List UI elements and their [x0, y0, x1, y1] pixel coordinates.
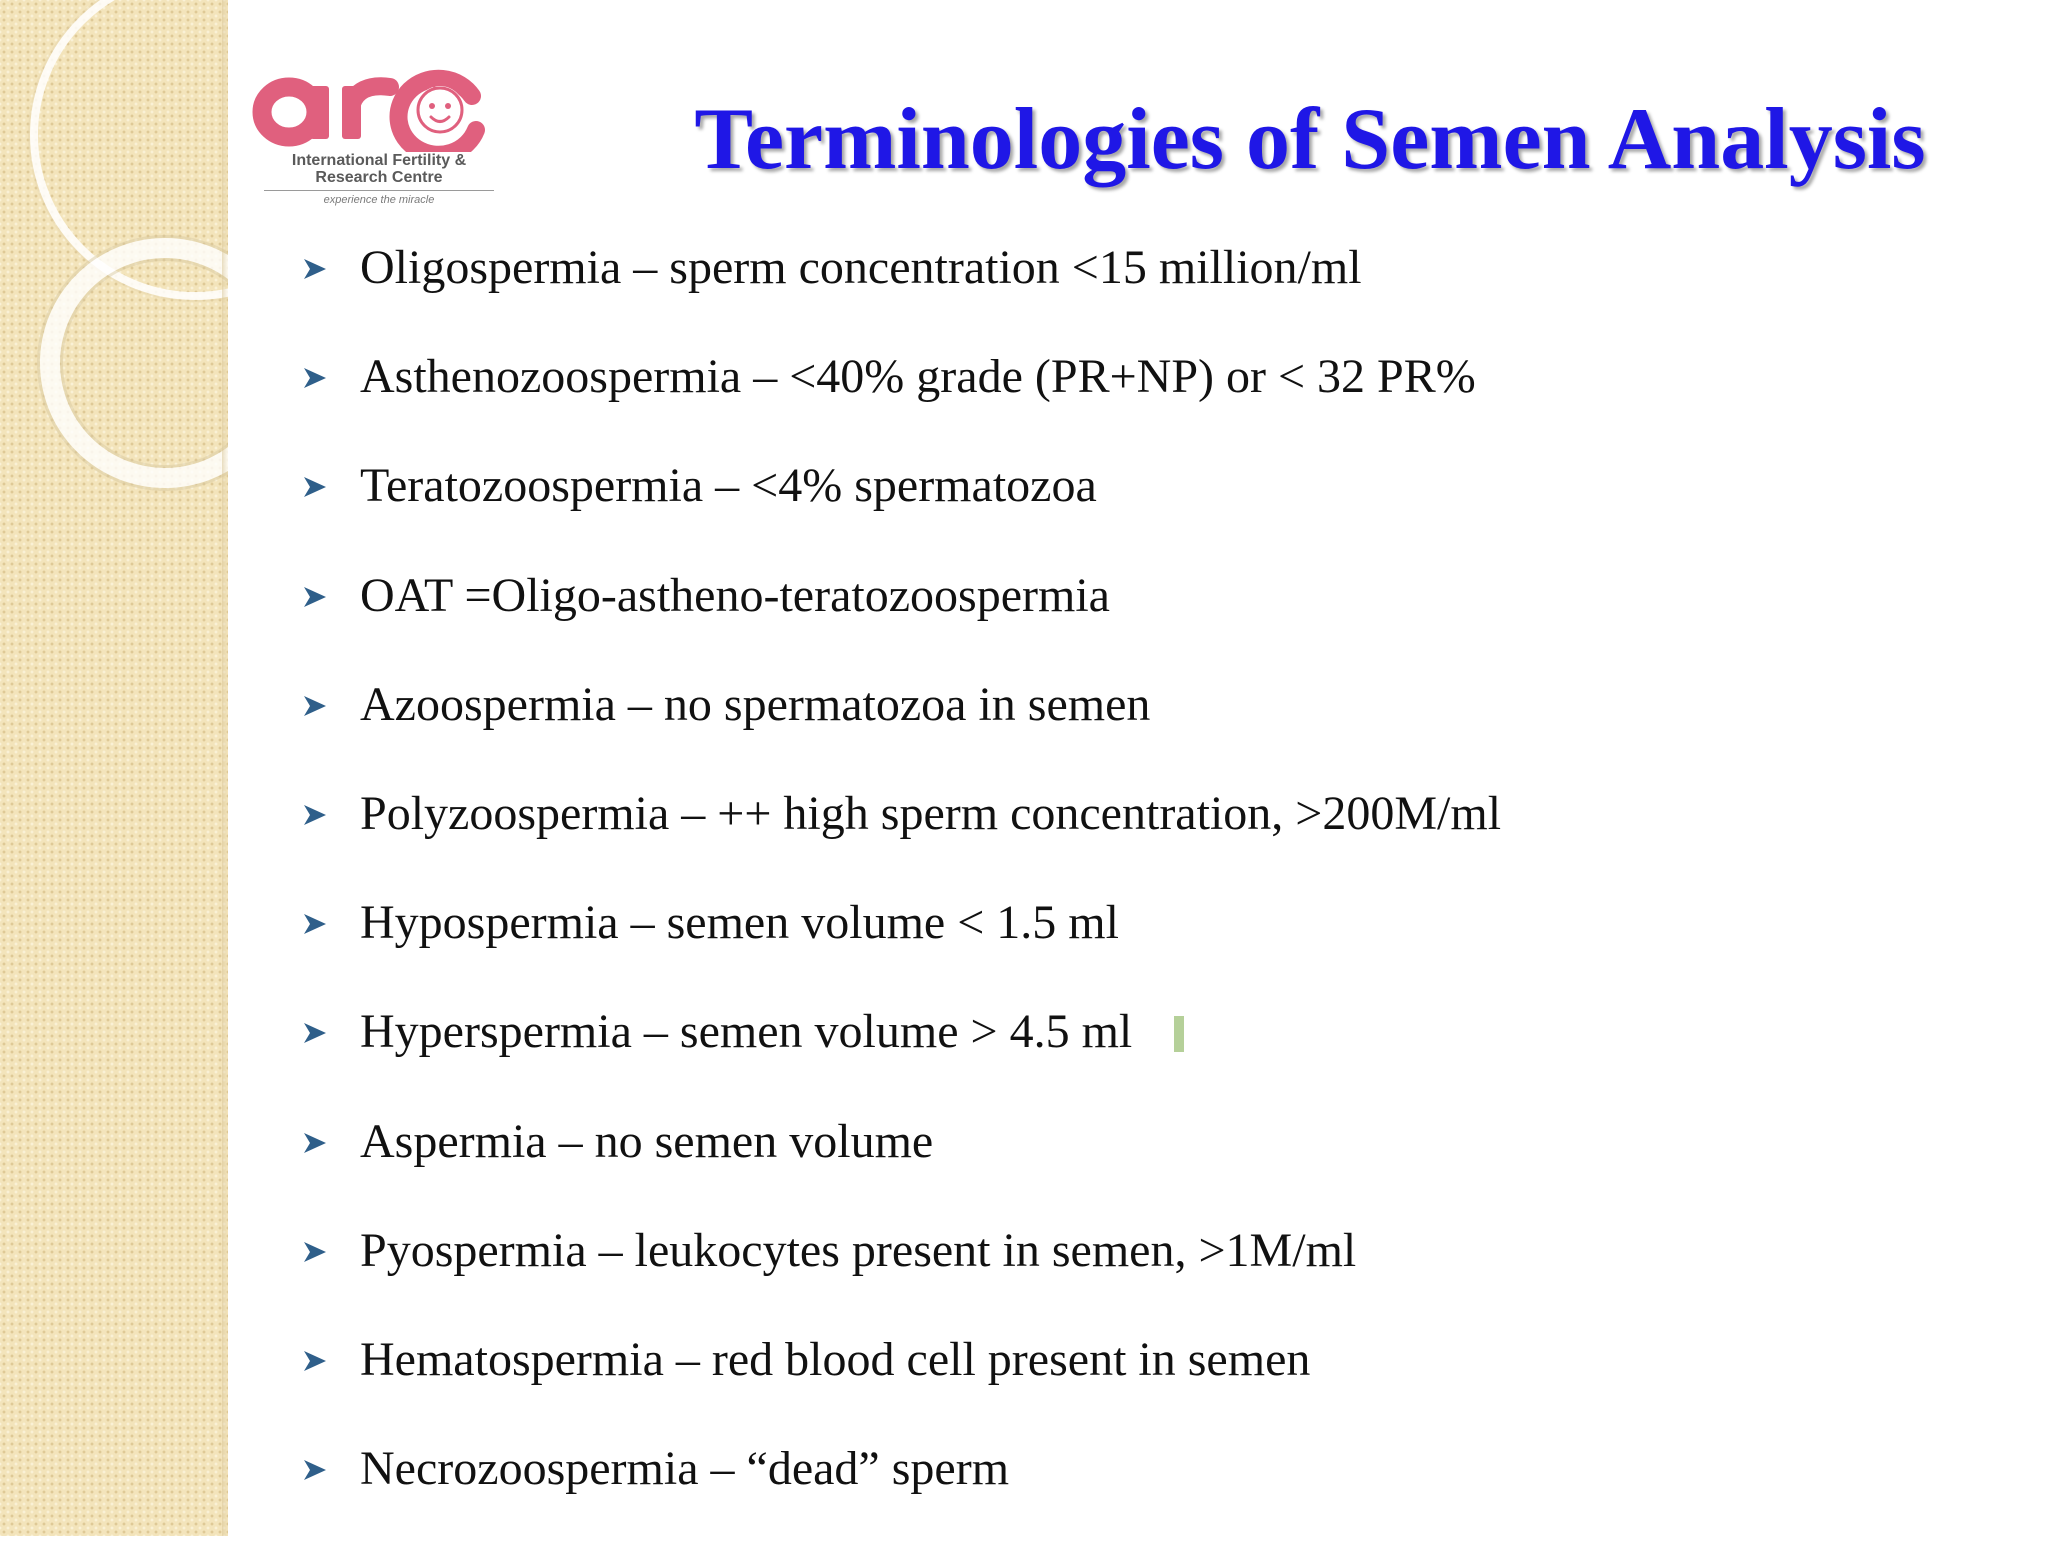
list-item-text: Hyperspermia – semen volume > 4.5 ml [360, 1005, 1133, 1059]
list-item-text: Aspermia – no semen volume [360, 1114, 934, 1168]
arrow-bullet-icon [298, 908, 330, 940]
list-item-oligospermia [298, 235, 2018, 344]
list-item-text: Hypospermia – semen volume < 1.5 ml [360, 896, 1119, 950]
list-item-hypospermia [298, 890, 2018, 999]
decorative-ring-small [40, 238, 228, 488]
logo-org-line1: International Fertility & [291, 152, 467, 169]
arc-wordmark-icon [244, 52, 514, 152]
list-item-text: Pyospermia – leukocytes present in semen, >1M/ml [360, 1223, 1357, 1277]
list-item-aspermia [298, 1109, 2018, 1218]
list-item-text: Asthenozoospermia – <40% grade (PR+NP) or < 32 PR% [360, 350, 1476, 404]
decorative-side-band [0, 0, 228, 1536]
logo-tagline: experience the miracle [264, 190, 494, 207]
arrow-bullet-icon [298, 362, 330, 394]
arrow-bullet-icon [298, 690, 330, 722]
list-item-azoospermia [298, 672, 2018, 781]
list-item-text: Polyzoospermia – ++ high sperm concentration, >200M/ml [360, 786, 1502, 840]
slide-title: Terminologies of Semen Analysis [694, 91, 1926, 188]
list-item-text: Hematospermia – red blood cell present in semen [360, 1332, 1311, 1386]
arrow-bullet-icon [298, 1236, 330, 1268]
list-item-teratozoospermia [298, 453, 2018, 562]
arrow-bullet-icon [298, 1017, 330, 1049]
list-item-polyzoospermia [298, 781, 2018, 890]
list-item-asthenozoospermia [298, 344, 2018, 453]
list-item-hyperspermia [298, 999, 2018, 1108]
side-band-edge [222, 0, 228, 1536]
list-item-text: Azoospermia – no spermatozoa in semen [360, 677, 1151, 731]
arrow-bullet-icon [298, 253, 330, 285]
arrow-bullet-icon [298, 1454, 330, 1486]
text-cursor-highlight [1174, 1016, 1184, 1052]
logo-org-line2: Research Centre [315, 169, 443, 186]
list-item-pyospermia [298, 1218, 2018, 1327]
arrow-bullet-icon [298, 471, 330, 503]
list-item-hematospermia [298, 1327, 2018, 1436]
arrow-bullet-icon [298, 1127, 330, 1159]
arrow-bullet-icon [298, 799, 330, 831]
list-item-text: Necrozoospermia – “dead” sperm [360, 1442, 1010, 1496]
list-item-text: OAT =Oligo-astheno-teratozoospermia [360, 568, 1110, 622]
list-item-necrozoospermia [298, 1436, 2018, 1545]
list-item-oat [298, 563, 2018, 672]
arc-logo [244, 52, 514, 210]
terminology-list [298, 235, 2018, 1545]
list-item-text: Teratozoospermia – <4% spermatozoa [360, 459, 1097, 513]
arrow-bullet-icon [298, 1345, 330, 1377]
arrow-bullet-icon [298, 581, 330, 613]
list-item-text: Oligospermia – sperm concentration <15 million/ml [360, 241, 1362, 294]
